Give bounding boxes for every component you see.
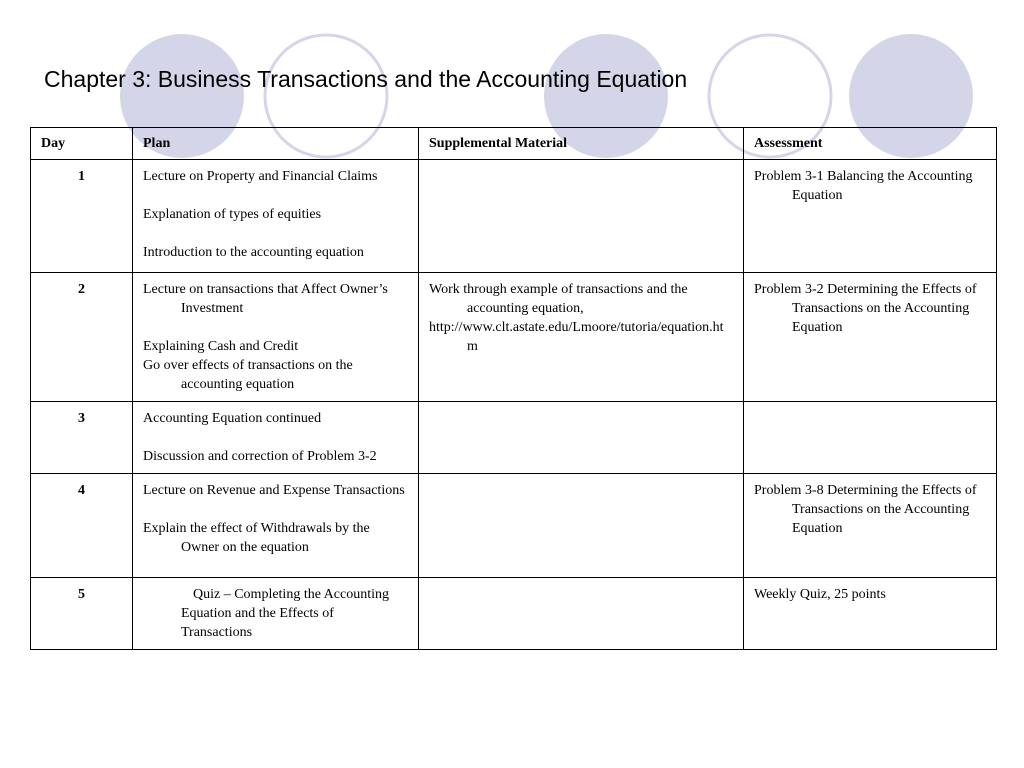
day-cell: 5 [31,578,133,650]
plan-item: Introduction to the accounting equation [143,245,364,260]
assessment-cell [744,578,997,650]
assessment-cell [744,402,997,474]
header-plan: Plan [133,128,419,160]
table-row [31,578,997,650]
plan-item: Explanation of types of equities [143,207,322,222]
page-title: Chapter 3: Business Transactions and the Accounting Equation [44,66,688,92]
plan-cell [133,402,419,474]
supplemental-link[interactable]: http://www.clt.astate.edu/Lmoore/tutoria/equation.htm [429,320,724,354]
assessment-cell [744,474,997,578]
table-row [31,273,997,402]
plan-item: Discussion and correction of Problem 3-2 [143,449,377,464]
day-cell: 2 [31,273,133,402]
plan-item: Go over effects of transactions on the accounting equation [143,358,353,392]
supplemental-cell [419,273,744,402]
table-row [31,474,997,578]
header-supplemental: Supplemental Material [419,128,744,160]
plan-item: Explaining Cash and Credit [143,339,299,354]
supplemental-cell [419,474,744,578]
supplemental-cell [419,578,744,650]
assessment-cell [744,273,997,402]
lesson-plan-table [30,127,997,650]
assessment-item: Problem 3-2 Determining the Effects of Transactions on the Accounting Equation [754,282,977,335]
assessment-item: Weekly Quiz, 25 points [754,587,886,602]
table-row [31,402,997,474]
day-cell: 4 [31,474,133,578]
header-assessment: Assessment [744,128,997,160]
plan-item: Lecture on Property and Financial Claims [143,169,378,184]
plan-cell [133,160,419,273]
plan-item: Accounting Equation continued [143,411,322,426]
supplemental-cell [419,402,744,474]
plan-cell [133,578,419,650]
plan-item: Explain the effect of Withdrawals by the Owner on the equation [143,521,370,555]
table-header-row [31,128,997,160]
day-cell: 1 [31,160,133,273]
plan-cell [133,474,419,578]
assessment-item: Problem 3-8 Determining the Effects of Transactions on the Accounting Equation [754,483,977,536]
supplemental-cell [419,160,744,273]
plan-item: Lecture on transactions that Affect Owner’s Investment [143,282,388,316]
plan-cell [133,273,419,402]
supplemental-item: Work through example of transactions and the accounting equation, [429,282,688,316]
assessment-item: Problem 3-1 Balancing the Accounting Equation [754,169,973,203]
day-cell: 3 [31,402,133,474]
plan-item: Quiz – Completing the Accounting Equation and the Effects of Transactions [181,587,389,640]
assessment-cell [744,160,997,273]
plan-item: Lecture on Revenue and Expense Transactions [143,483,405,498]
table-row [31,160,997,273]
header-day: Day [31,128,133,160]
